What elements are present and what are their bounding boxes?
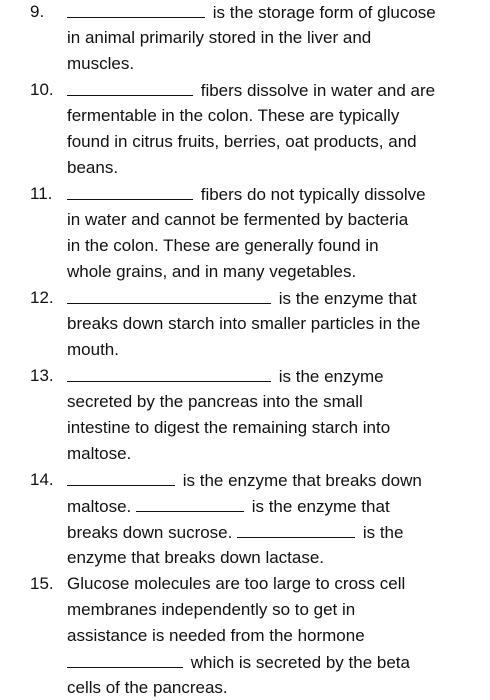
question-line [67, 288, 417, 309]
question-line [67, 574, 405, 594]
question-line [67, 158, 118, 178]
question-line [67, 80, 435, 101]
question-line [67, 340, 119, 360]
question-line [67, 314, 420, 334]
question-line [67, 392, 363, 412]
question-line [67, 652, 410, 673]
question-line [67, 366, 384, 387]
question-line [67, 210, 408, 230]
question-text: fibers dissolve in water and are [196, 81, 436, 100]
question-line [67, 626, 365, 646]
question-number: 13. [30, 366, 54, 385]
answer-blank[interactable] [67, 652, 183, 668]
question-line [67, 2, 436, 23]
question-line [67, 236, 379, 256]
question-number: 11. [30, 184, 53, 203]
question-line [67, 678, 228, 698]
question-text: fermentable in the colon. These are typically [67, 106, 400, 125]
question-text: breaks down sucrose. [67, 523, 238, 542]
question-text: intestine to digest the remaining starch into [67, 418, 391, 437]
question-line [67, 54, 134, 74]
question-number: 15. [30, 574, 54, 593]
answer-blank[interactable] [67, 80, 193, 96]
question-text: cells of the pancreas. [67, 678, 228, 697]
answer-blank[interactable] [237, 522, 355, 538]
question-text: enzyme that breaks down lactase. [67, 548, 325, 567]
question-line [67, 184, 426, 205]
question-number: 9. [30, 2, 45, 21]
answer-blank[interactable] [67, 184, 193, 200]
question-text: is the enzyme [274, 367, 384, 386]
question-text: which is secreted by the beta [186, 653, 410, 672]
question-text: muscles. [67, 54, 135, 73]
question-text: in the colon. These are generally found in [67, 236, 379, 255]
question-line [67, 28, 371, 48]
answer-blank[interactable] [67, 470, 175, 486]
answer-blank[interactable] [136, 496, 244, 512]
question-line [67, 600, 355, 620]
question-line [67, 444, 131, 464]
question-text: maltose. [67, 497, 136, 516]
question-number: 12. [30, 288, 54, 307]
question-text: fibers do not typically dissolve [196, 185, 426, 204]
question-line [67, 496, 390, 517]
question-text: whole grains, and in many vegetables. [67, 262, 357, 281]
question-text: is the storage form of glucose [208, 3, 436, 22]
answer-blank[interactable] [67, 2, 205, 18]
question-text: assistance is needed from the hormone [67, 626, 365, 645]
question-text: is the enzyme that breaks down [178, 471, 422, 490]
question-line [67, 262, 356, 282]
question-number: 14. [30, 470, 54, 489]
answer-blank[interactable] [67, 288, 271, 304]
question-text: Glucose molecules are too large to cross cell [67, 574, 406, 593]
question-text: breaks down starch into smaller particles in the [67, 314, 421, 333]
question-line [67, 522, 403, 543]
question-text: is the [358, 523, 404, 542]
question-text: beans. [67, 158, 119, 177]
question-number: 10. [30, 80, 54, 99]
question-line [67, 418, 390, 438]
question-line [67, 132, 417, 152]
question-text: is the enzyme that [274, 289, 417, 308]
question-text: found in citrus fruits, berries, oat products, and [67, 132, 417, 151]
question-text: membranes independently so to get in [67, 600, 356, 619]
question-line [67, 548, 324, 568]
question-line [67, 470, 422, 491]
question-text: mouth. [67, 340, 119, 359]
question-text: secreted by the pancreas into the small [67, 392, 363, 411]
question-line [67, 106, 399, 126]
question-text: is the enzyme that [246, 497, 390, 516]
question-text: maltose. [67, 444, 132, 463]
question-text: in water and cannot be fermented by bacteria [67, 210, 409, 229]
question-text: in animal primarily stored in the liver and [67, 28, 372, 47]
answer-blank[interactable] [67, 366, 271, 382]
